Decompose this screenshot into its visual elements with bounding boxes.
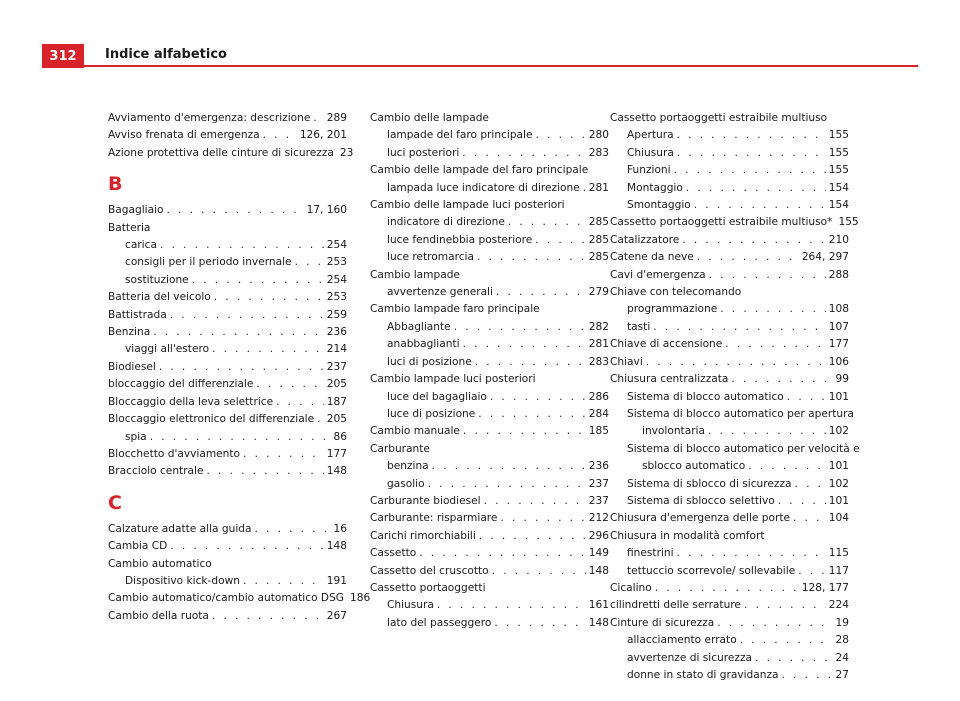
index-subentry: lampada luce indicatore di direzione . . . 281	[370, 180, 609, 197]
index-subentry: Sistema di sblocco selettivo . . . 101	[610, 493, 849, 510]
index-subentry: luce fendinebbia posteriore . . . 285	[370, 232, 609, 249]
index-entry: Cavi d'emergenza . . . 288	[610, 267, 849, 284]
index-entry: cilindretti delle serrature . . . 224	[610, 597, 849, 614]
index-subentry: Apertura . . . 155	[610, 127, 849, 144]
index-entry: Batteria del veicolo . . . 253	[108, 289, 347, 306]
index-entry: Avviso frenata di emergenza . . . 126, 201	[108, 127, 347, 144]
index-heading: Cambio automatico	[108, 557, 212, 570]
index-entry: Cambia CD . . . 148	[108, 538, 347, 555]
index-entry: Benzina . . . 236	[108, 324, 347, 341]
index-subentry: viaggi all'estero . . . 214	[108, 341, 347, 358]
index-subentry: luci di posizione . . . 283	[370, 354, 609, 371]
index-heading: Cambio delle lampade	[370, 112, 489, 124]
index-subheading: Sistema di blocco automatico per apertura	[627, 407, 854, 420]
index-entry: Cassetto del cruscotto . . . 148	[370, 563, 609, 580]
index-subentry: gasolio . . . 237	[370, 476, 609, 493]
index-entry: Chiusura d'emergenza delle porte . . . 104	[610, 510, 849, 527]
index-subentry: Sistema di blocco automatico . . . 101	[610, 389, 849, 406]
index-subentry: finestrini . . . 115	[610, 545, 849, 562]
index-column-3	[610, 110, 860, 684]
index-heading: Chiave con telecomando	[610, 286, 742, 299]
index-column-2	[370, 110, 609, 632]
index-heading: Cambio lampade luci posteriori	[370, 373, 536, 386]
index-subentry: consigli per il periodo invernale . . . 253	[108, 254, 347, 271]
index-subentry: allacciamento errato . . . 28	[610, 632, 849, 649]
index-subentry: tasti . . . 107	[610, 319, 849, 336]
index-heading: Cassetto portaoggetti estraibile multiuso	[610, 112, 828, 124]
index-subentry: luce del bagagliaio . . . 286	[370, 389, 609, 406]
index-entry: Chiavi . . . 106	[610, 354, 849, 371]
index-entry: Carburante biodiesel . . . 237	[370, 493, 609, 510]
index-subentry: anabbaglianti . . . 281	[370, 336, 609, 353]
index-heading: Cambio delle lampade del faro principale	[370, 164, 589, 177]
index-subentry: involontaria . . . 102	[610, 423, 849, 440]
index-entry: Cassetto portaoggetti estraibile multiuso* 155	[610, 216, 859, 229]
index-subentry: Sistema di sblocco di sicurezza . . . 102	[610, 476, 849, 493]
index-entry: Carburante: risparmiare . . . 212	[370, 510, 609, 527]
index-entry: Carichi rimorchiabili . . . 296	[370, 528, 609, 545]
index-heading: Chiusura in modalità comfort	[610, 529, 765, 542]
index-subentry: Chiusura . . . 155	[610, 145, 849, 162]
section-letter-c: C	[108, 491, 122, 514]
index-subentry: lampade del faro principale . . . 280	[370, 127, 609, 144]
index-subentry: luce di posizione . . . 284	[370, 406, 609, 423]
index-entry: Avviamento d'emergenza: descrizione . . . 289	[108, 110, 347, 127]
index-entry: Bagagliaio . . . 17, 160	[108, 202, 347, 219]
section-letter-b: B	[108, 173, 123, 196]
index-entry: Blocchetto d'avviamento . . . 177	[108, 446, 347, 463]
index-subentry: benzina . . . 236	[370, 458, 609, 475]
index-heading: Carburante	[370, 442, 430, 455]
index-subentry: avvertenze generali . . . 279	[370, 284, 609, 301]
index-entry: Cambio automatico/cambio automatico DSG 186	[108, 592, 371, 605]
index-subentry: Dispositivo kick-down . . . 191	[108, 573, 347, 590]
index-entry: Catalizzatore . . . 210	[610, 232, 849, 249]
index-entry: Chiusura centralizzata . . . 99	[610, 371, 849, 388]
index-subentry: carica . . . 254	[108, 237, 347, 254]
index-subheading: Sistema di blocco automatico per velocità e	[627, 442, 860, 455]
index-subentry: avvertenze di sicurezza . . . 24	[610, 650, 849, 667]
page-title: Indice alfabetico	[105, 47, 227, 62]
index-subentry: donne in stato di gravidanza . . . 27	[610, 667, 849, 684]
index-entry: Bracciolo centrale . . . 148	[108, 463, 347, 480]
index-subentry: Funzioni . . . 155	[610, 162, 849, 179]
index-entry: Battistrada . . . 259	[108, 307, 347, 324]
index-heading: Cambio lampade faro principale	[370, 303, 540, 316]
index-subentry: sostituzione . . . 254	[108, 272, 347, 289]
index-column-1	[108, 110, 371, 625]
index-subentry: luce retromarcia . . . 285	[370, 249, 609, 266]
index-subentry: Smontaggio . . . 154	[610, 197, 849, 214]
index-entry: Cinture di sicurezza . . . 19	[610, 615, 849, 632]
index-subentry: spia . . . 86	[108, 429, 347, 446]
index-entry: Cassetto . . . 149	[370, 545, 609, 562]
index-entry: Catene da neve . . . 264, 297	[610, 249, 849, 266]
index-subentry: sblocco automatico . . . 101	[610, 458, 849, 475]
page-number: 312	[42, 44, 84, 68]
index-heading: Cambio lampade	[370, 268, 460, 281]
index-entry: Chiave di accensione . . . 177	[610, 336, 849, 353]
index-entry: bloccaggio del differenziale . . . 205	[108, 376, 347, 393]
index-entry: Azione protettiva delle cinture di sicurezza 23	[108, 146, 354, 159]
index-subentry: Montaggio . . . 154	[610, 180, 849, 197]
index-subentry: indicatore di direzione . . . 285	[370, 214, 609, 231]
index-entry: Calzature adatte alla guida . . . 16	[108, 521, 347, 538]
index-subentry: lato del passeggero . . . 148	[370, 615, 609, 632]
index-heading: Cassetto portaoggetti	[370, 581, 486, 594]
index-heading: Cambio delle lampade luci posteriori	[370, 199, 565, 212]
index-entry: Cicalino . . . 128, 177	[610, 580, 849, 597]
index-subentry: tettuccio scorrevole/ sollevabile . . . 117	[610, 563, 849, 580]
header-rule	[84, 65, 918, 67]
index-subentry: programmazione . . . 108	[610, 301, 849, 318]
index-heading: Batteria	[108, 221, 151, 234]
index-subentry: luci posteriori . . . 283	[370, 145, 609, 162]
index-entry: Cambio della ruota . . . 267	[108, 608, 347, 625]
index-subentry: Chiusura . . . 161	[370, 597, 609, 614]
index-entry: Cambio manuale . . . 185	[370, 423, 609, 440]
index-entry: Bloccaggio della leva selettrice . . . 187	[108, 394, 347, 411]
index-entry: Bloccaggio elettronico del differenziale . . . 205	[108, 411, 347, 428]
index-subentry: Abbagliante . . . 282	[370, 319, 609, 336]
index-entry: Biodiesel . . . 237	[108, 359, 347, 376]
